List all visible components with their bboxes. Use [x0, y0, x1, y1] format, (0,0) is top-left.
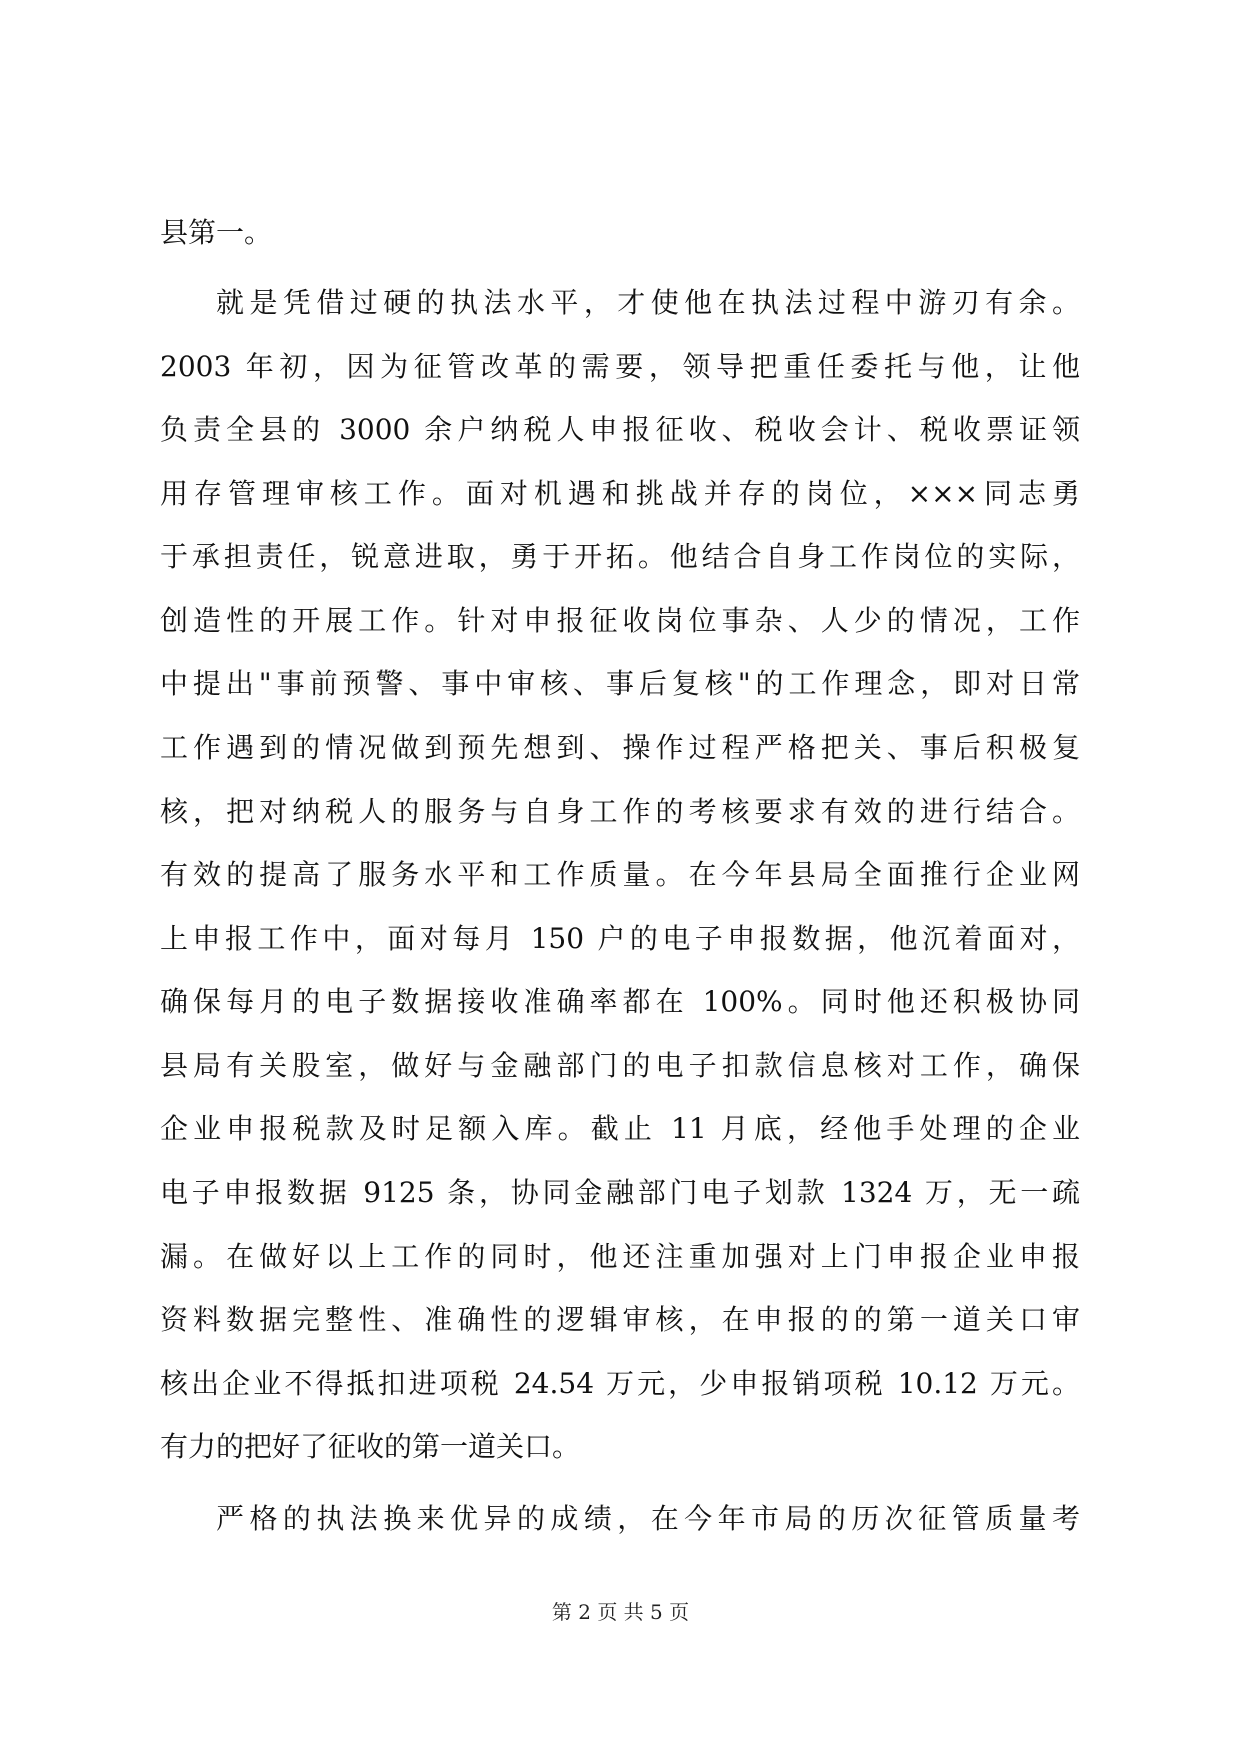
text-line: 于承担责任，锐意进取，勇于开拓。他结合自身工作岗位的实际，	[160, 540, 1080, 573]
text-line: 有效的提高了服务水平和工作质量。在今年县局全面推行企业网	[160, 858, 1080, 891]
text-line: 2003 年初，因为征管改革的需要，领导把重任委托与他，让他	[160, 350, 1080, 383]
text-line: 严格的执法换来优异的成绩，在今年市局的历次征管质量考	[216, 1502, 1080, 1535]
text-line: 创造性的开展工作。针对申报征收岗位事杂、人少的情况，工作	[160, 604, 1080, 637]
text-line: 漏。在做好以上工作的同时，他还注重加强对上门申报企业申报	[160, 1240, 1080, 1273]
page-footer: 第 2 页 共 5 页	[551, 1600, 690, 1624]
text-line: 有力的把好了征收的第一道关口。	[160, 1430, 581, 1463]
text-line: 核出企业不得抵扣进项税 24.54 万元，少申报销项税 10.12 万元。	[160, 1367, 1080, 1400]
text-line: 电子申报数据 9125 条，协同金融部门电子划款 1324 万，无一疏	[160, 1176, 1080, 1209]
text-line: 核，把对纳税人的服务与自身工作的考核要求有效的进行结合。	[160, 795, 1080, 828]
text-line: 县局有关股室，做好与金融部门的电子扣款信息核对工作，确保	[160, 1049, 1080, 1082]
text-line: 就是凭借过硬的执法水平，才使他在执法过程中游刃有余。	[216, 286, 1080, 319]
text-line: 上申报工作中，面对每月 150 户的电子申报数据，他沉着面对，	[160, 922, 1080, 955]
text-line: 工作遇到的情况做到预先想到、操作过程严格把关、事后积极复	[160, 731, 1080, 764]
text-line: 县第一。	[160, 216, 273, 249]
text-line: 负责全县的 3000 余户纳税人申报征收、税收会计、税收票证领	[160, 413, 1080, 446]
text-line: 中提出"事前预警、事中审核、事后复核"的工作理念，即对日常	[160, 667, 1080, 700]
text-line: 企业申报税款及时足额入库。截止 11 月底，经他手处理的企业	[160, 1112, 1080, 1145]
text-line: 确保每月的电子数据接收准确率都在 100%。同时他还积极协同	[160, 985, 1080, 1018]
text-line: 用存管理审核工作。面对机遇和挑战并存的岗位，×××同志勇	[160, 477, 1080, 510]
text-line: 资料数据完整性、准确性的逻辑审核，在申报的的第一道关口审	[160, 1303, 1080, 1336]
